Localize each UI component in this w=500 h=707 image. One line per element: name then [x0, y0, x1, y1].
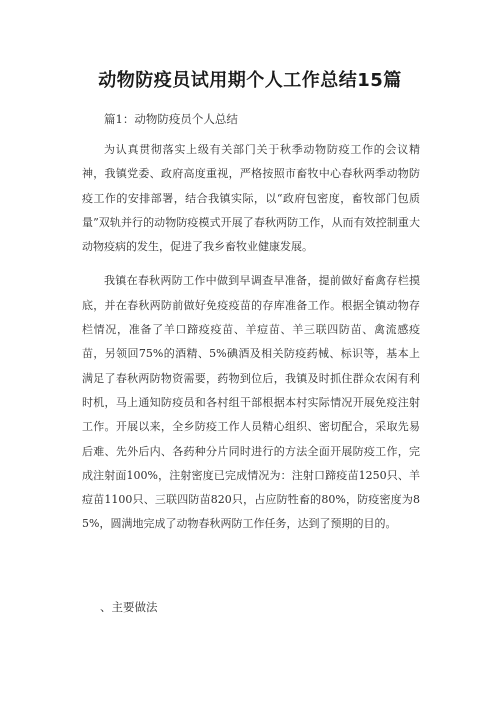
document-title: 动物防疫员试用期个人工作总结15篇: [98, 70, 402, 91]
paragraph-preparation: 我镇在春秋两防工作中做到早调查早准备，提前做好畜禽存栏摸底，并在春秋两防前做好免疫疫苗的存库准备工作。根据全镇动物存栏情况，准备了羊口蹄疫疫苗、羊痘苗、羊三联四防苗、禽流感疫苗，另领回75%的酒精、5%碘酒及相关防疫药械、标识等，基本上满足了春秋两防物资需要，药物到位后，我镇及时抓住群众农闲有利时机，马上通知防疫员和各村组干部根据本村实际情况开展免疫注射工作。开展以来，全乡防疫工作人员精心组织、密切配合，采取先易后难、先外后内、各药种分片同时进行的方法全面开展防疫工作，完成注射面100%，注射密度已完成情况为：注射口蹄疫苗1250只、羊痘苗1100只、三联四防苗820只，占应防牲畜的80%，防疫密度为85%，圆满地完成了动物春秋两防工作任务，达到了预期的目的。: [82, 274, 420, 531]
document-body: [82, 138, 420, 537]
paragraph-intro: 为认真贯彻落实上级有关部门关于秋季动物防疫工作的会议精神，我镇党委、政府高度重视，严格按照市畜牧中心春秋两季动物防疫工作的安排部署，结合我镇实际，以“政府包密度，畜牧部门包质量”双轨并行的动物防疫模式开展了春秋两防工作，从而有效控制重大动物疫病的发生，促进了我乡畜牧业健康发展。: [82, 143, 420, 254]
article-subheading: 篇1：动物防疫员个人总结: [104, 112, 238, 126]
section-heading-main-practices: 、主要做法: [100, 600, 158, 614]
